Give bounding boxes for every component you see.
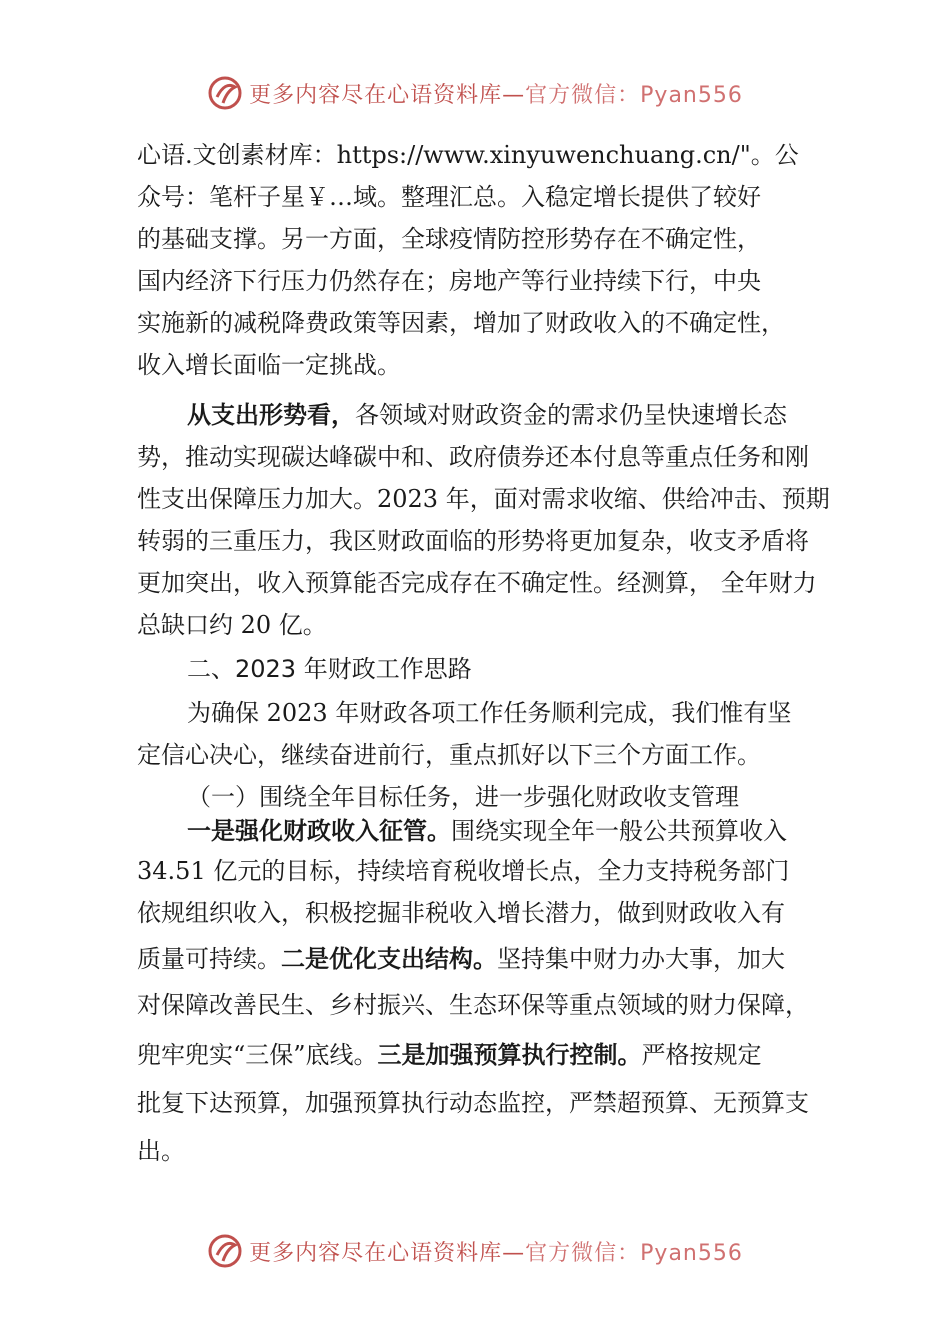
subsection-heading: （一）围绕全年目标任务，进一步强化财政收支管理 xyxy=(187,783,739,811)
paragraph-line: 出。 xyxy=(137,1137,185,1165)
banner-text: 更多内容尽在心语资料库—官方微信：Pyan556 xyxy=(249,82,743,108)
paragraph-line: 定信心决心，继续奋进前行，重点抓好以下三个方面工作。 xyxy=(137,741,761,769)
bold-lead: 从支出形势看， xyxy=(187,401,355,429)
paragraph-line: 对保障改善民生、乡村振兴、生态环保等重点领域的财力保障， xyxy=(137,991,809,1019)
paragraph-line: 更加突出，收入预算能否完成存在不确定性。经测算， 全年财力 xyxy=(137,569,817,597)
paragraph-line: 势，推动实现碳达峰碳中和、政府债券还本付息等重点任务和刚 xyxy=(137,443,809,471)
logo-icon xyxy=(207,1233,243,1269)
bold-lead: 一是强化财政收入征管。 xyxy=(187,817,451,845)
bold-lead: 三是加强预算执行控制。 xyxy=(377,1041,642,1069)
paragraph-line: 批复下达预算，加强预算执行动态监控，严禁超预算、无预算支 xyxy=(137,1089,809,1117)
text-line: 的基础支撑。另一方面，全球疫情防控形势存在不确定性， xyxy=(137,225,761,253)
paragraph-line: 从支出形势看，各领域对财政资金的需求仍呈快速增长态 xyxy=(187,401,787,429)
paragraph-line: 性支出保障压力加大。2023 年，面对需求收缩、供给冲击、预期 xyxy=(137,485,830,513)
paragraph-line: 为确保 2023 年财政各项工作任务顺利完成，我们惟有坚 xyxy=(187,699,792,727)
paragraph-line: 质量可持续。二是优化支出结构。坚持集中财力办大事，加大 xyxy=(137,945,785,973)
text-line: 实施新的减税降费政策等因素，增加了财政收入的不确定性， xyxy=(137,309,785,337)
paragraph-line: 依规组织收入，积极挖掘非税收入增长潜力，做到财政收入有 xyxy=(137,899,785,927)
paragraph-line: 总缺口约 20 亿。 xyxy=(137,611,327,639)
section-heading: 二、2023 年财政工作思路 xyxy=(187,655,472,683)
text-line: 心语.文创素材库：https://www.xinyuwenchuang.cn/"。公 xyxy=(137,141,799,169)
paragraph-line: 34.51 亿元的目标，持续培育税收增长点，全力支持税务部门 xyxy=(137,857,790,885)
footer-banner xyxy=(0,1226,950,1276)
paragraph-line: 一是强化财政收入征管。围绕实现全年一般公共预算收入 xyxy=(187,817,787,845)
paragraph-line: 兜牢兜实“三保”底线。三是加强预算执行控制。严格按规定 xyxy=(137,1041,762,1069)
text-line: 收入增长面临一定挑战。 xyxy=(137,351,401,379)
banner-text: 更多内容尽在心语资料库—官方微信：Pyan556 xyxy=(249,1240,743,1266)
text-line: 国内经济下行压力仍然存在；房地产等行业持续下行，中央 xyxy=(137,267,761,295)
header-banner xyxy=(0,68,950,118)
text-line: 众号：笔杆子星￥…域。整理汇总。入稳定增长提供了较好 xyxy=(137,183,761,211)
bold-lead: 二是优化支出结构。 xyxy=(281,945,497,973)
logo-icon xyxy=(207,75,243,111)
paragraph-line: 转弱的三重压力，我区财政面临的形势将更加复杂，收支矛盾将 xyxy=(137,527,809,555)
